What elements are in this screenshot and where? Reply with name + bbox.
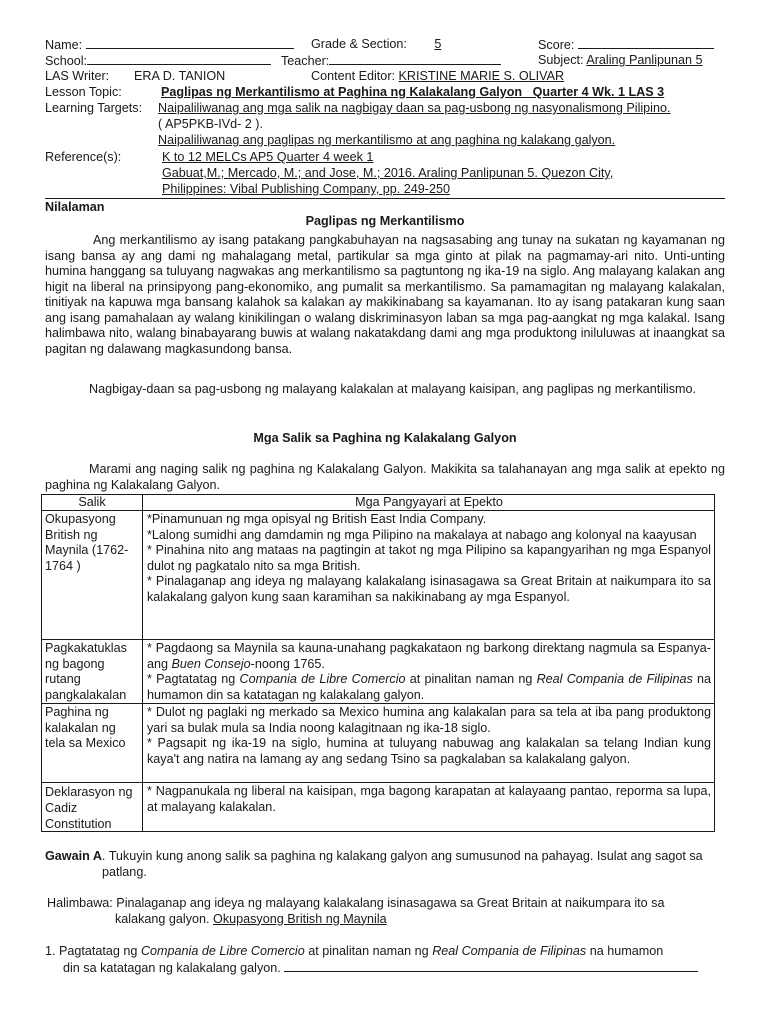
row-2-point-2	[147, 672, 711, 703]
activity-item-1	[45, 944, 663, 960]
table-row-2-salik: Pagkakatuklas ng bagong rutang pangkalakalan	[45, 641, 127, 702]
table-row-2-epekto	[147, 641, 711, 703]
row-2-point-1-end: -noong 1765.	[250, 656, 325, 671]
table-row-1-epekto	[147, 512, 711, 605]
item-1-compania-libre: Compania de Libre Comercio	[140, 944, 305, 958]
salik-table	[41, 494, 715, 832]
school-label: School:	[45, 54, 88, 68]
real-compania-text: Real Compania de Filipinas	[536, 672, 693, 686]
score-label: Score:	[538, 38, 575, 52]
example-text: Halimbawa: Pinalaganap ang ideya ng malayang kalakalang isinasagawa sa Great Britain at naikumpara ito sa kalakang galyon.	[47, 896, 665, 926]
teacher-label: Teacher:	[281, 54, 330, 68]
score-row	[538, 37, 714, 54]
targets-label: Learning Targets:	[45, 101, 143, 115]
name-label: Name:	[45, 38, 83, 52]
table-row-divider	[42, 639, 714, 640]
row-1-point-3: * Pinahina nito ang mataas na pagtingin at takot ng mga Pilipino sa kapangyarihan ng mga Espanyol dulot ng pagkatalo nito sa mga British.	[147, 543, 711, 573]
target-1-code: ( AP5PKB-IVd- 2 ).	[158, 117, 263, 131]
row-2-point-2-mid: at pinalitan naman ng	[405, 672, 537, 686]
topic-value: Paglipas ng Merkantilismo at Paghina ng Kalakalang Galyon Quarter 4 Wk. 1 LAS 3	[161, 85, 665, 99]
target-2: Naipaliliwanag ang paglipas ng merkantilismo at ang paghina ng kalakang galyon.	[158, 133, 616, 147]
row-2-point-2-text: * Pagtatatag ng	[147, 672, 240, 686]
title-merkantilismo: Paglipas ng Merkantilismo	[305, 214, 465, 228]
table-row-4-salik: Deklarasyon ng Cadiz Constitution	[45, 785, 133, 831]
grade-value[interactable]: 5	[434, 37, 442, 51]
editor-value: KRISTINE MARIE S. OLIVAR	[398, 69, 565, 83]
activity-label: Gawain A	[45, 849, 102, 863]
grade-label: Grade & Section:	[311, 37, 407, 51]
section-label: Nilalaman	[45, 200, 105, 214]
row-1-point-1: *Pinamunuan ng mga opisyal ng British East India Company.	[147, 512, 487, 526]
writer-value: ERA D. TANION	[134, 69, 226, 83]
writer-label: LAS Writer:	[45, 69, 110, 83]
activity-item-1-line2	[63, 960, 698, 977]
row-1-point-4: * Pinalaganap ang ideya ng malayang kalakalang isinasagawa sa Great Britain at naikumpara ito sa kalakalang galyon kung saan karamihan sa nakikinabang ay mga Espanyol.	[147, 574, 711, 604]
reference-2: Gabuat,M.; Mercado, M.; and Jose, M.; 2016. Araling Panlipunan 5. Quezon City,	[162, 166, 614, 180]
paragraph-paglipas: Nagbigay-daan sa pag-usbong ng malayang kalakalan at malayang kaisipan, ang paglipas ng merkantilismo.	[89, 382, 696, 396]
answer-blank-1[interactable]	[284, 960, 698, 972]
item-1-real-compania: Real Compania de Filipinas	[432, 944, 587, 958]
row-2-point-1-text: * Pagdaong sa Maynila sa kauna-unahang pagkakataon ng barkong direktang nagmula sa Espanya- ang	[147, 641, 711, 671]
item-1-end: na humamon	[586, 944, 664, 958]
subject-label: Subject:	[538, 53, 584, 67]
editor-label: Content Editor:	[311, 69, 396, 83]
header-salik: Salik	[78, 495, 106, 509]
paragraph-merkantilismo: Ang merkantilismo ay isang patakang pangkabuhayan na nagsasabing ang tunay na sukatan ng kayamanan ng isang bansa ay ang dami ng mahalagang metal, partikular sa mga ginto at pilak na pagmamay-ari nito. Unti-unting humina hanggang sa tuluyang nagwakas ang merkantilismo sa pagtuntong ng ika-19 na siglo. Ang malayang kalakan ang higit na liberal na prinsipyong pang-ekonomiko, ang pumalit sa merkantilismo. Sa pamamagitan ng malayang kalakalan, tinitiyak na kapuwa mga bansang kalahok sa kalakan ay makikinabang sa kayamanan. Ito ay isang patakaran kung saan ang isang pamahalaan ay walang kinikilingan o walang diskriminasyon laban sa mga pag-aangkat ng mga kalakal. Isang halimbawa nito, walang binabayarang buwis at walang nakatakdang dami ang mga produktong iniluluwas at inaangkat sa pagitan ng dalawang magkasundong bansa.	[45, 233, 725, 356]
row-1-point-2: *Lalong sumidhi ang damdamin ng mga Pilipino na makalaya at nabago ang kolonyal na kaayusan	[147, 527, 697, 542]
title-salik: Mga Salik sa Paghina ng Kalakalang Galyon	[253, 431, 517, 445]
header-divider	[45, 198, 725, 199]
name-blank[interactable]	[86, 37, 294, 49]
reference-label: Reference(s):	[45, 150, 122, 164]
buen-consejo-text: Buen Consejo	[171, 656, 251, 671]
row-2-point-1	[147, 641, 711, 672]
editor-row	[311, 69, 564, 85]
table-column-divider	[142, 495, 143, 831]
item-1-mid: at pinalitan naman ng	[304, 944, 433, 958]
compania-libre-text: Compania de Libre Comercio	[239, 672, 406, 686]
score-blank[interactable]	[578, 37, 714, 49]
example-answer: Okupasyong British ng Maynila	[213, 911, 387, 926]
item-1-text: 1. Pagtatatag ng	[45, 944, 141, 958]
grade-row	[311, 37, 523, 53]
row-3-point-2: * Pagsapit ng ika-19 na siglo, humina at tuluyang nabuwag ang kalakalan sa telang Indian kung kaya't ang natira na lamang ay ang sedang Tsino sa pagkalaban sa kalakalang galyon.	[147, 736, 711, 766]
teacher-blank[interactable]	[329, 53, 501, 65]
activity-example	[47, 896, 717, 927]
header-pangyayari: Mga Pangyayari at Epekto	[355, 495, 503, 509]
topic-label: Lesson Topic:	[45, 85, 122, 99]
table-row-3-epekto	[147, 705, 711, 767]
subject-row	[538, 53, 703, 69]
item-1-line-2-text: din sa katatagan ng kalakalang galyon.	[63, 961, 281, 975]
row-2-point-2-end: na humamon din sa katatagan ng kalakalang galyon.	[147, 672, 711, 702]
table-row-3-salik: Paghina ng kalakalan ng tela sa Mexico	[45, 705, 126, 750]
activity-instruction	[45, 849, 725, 880]
teacher-row	[281, 53, 501, 70]
school-blank[interactable]	[87, 53, 271, 65]
table-row-1-salik: Okupasyong British ng Maynila (1762-1764 )	[45, 512, 129, 573]
reference-1: K to 12 MELCs AP5 Quarter 4 week 1	[162, 150, 374, 164]
reference-3: Philippines: Vibal Publishing Company, pp. 249-250	[162, 182, 450, 196]
row-3-point-1: * Dulot ng paglaki ng merkado sa Mexico humina ang kalakalan para sa tela at iba pang produktong yari sa bulak mula sa India noong kalagitnaan ng ika-18 siglo.	[147, 705, 711, 735]
name-row	[45, 37, 294, 54]
table-row-divider	[42, 782, 714, 783]
activity-instruction-text: . Tukuyin kung anong salik sa paghina ng kalakang galyon ang sumusunod na pahayag. Isulat ang sagot sa patlang.	[101, 849, 703, 879]
target-1: Naipaliliwanag ang mga salik na nagbigay daan sa pag-usbong ng nasyonalismong Pilipino.	[158, 101, 671, 115]
table-row-divider	[42, 703, 714, 704]
paragraph-salik-intro: Marami ang naging salik ng paghina ng Kalakalang Galyon. Makikita sa talahanayan ang mga salik at epekto ng paghina ng Kalakalang Galyon.	[45, 462, 725, 492]
table-row-4-epekto: * Nagpanukala ng liberal na kaisipan, mga bagong karapatan at kalayaang pantao, reporma sa lupa, at malayang kalakalan.	[147, 784, 711, 814]
subject-value: Araling Panlipunan 5	[586, 53, 703, 67]
school-row	[45, 53, 271, 70]
